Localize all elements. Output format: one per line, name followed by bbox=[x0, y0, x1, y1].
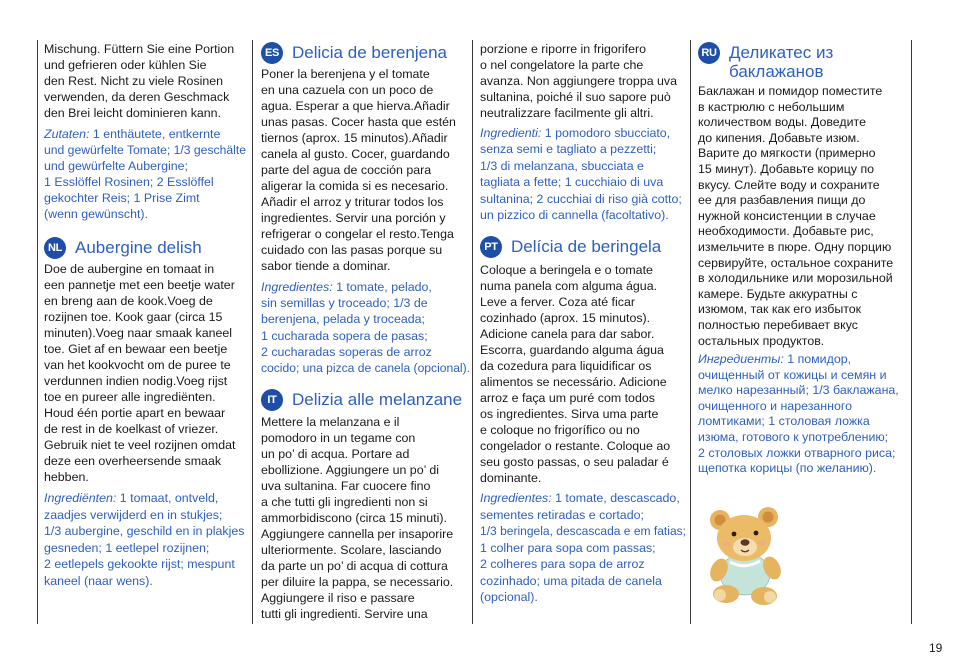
ingredients-line-text: kaneel (naar wens). bbox=[44, 573, 153, 588]
de-continued-body bbox=[44, 41, 246, 121]
ru-body bbox=[698, 84, 908, 349]
ru-recipe-title-line-1: Деликатес из bbox=[729, 43, 834, 62]
pt-ingredients bbox=[480, 490, 686, 606]
body-text-line-text: tutti gli ingredienti. Servire una bbox=[261, 607, 428, 621]
body-text-line bbox=[261, 478, 470, 494]
body-text-line-text: Doe de aubergine en tomaat in bbox=[44, 262, 215, 276]
body-text-line bbox=[44, 277, 246, 293]
ingredients-line bbox=[44, 540, 246, 557]
body-text-line bbox=[44, 405, 246, 421]
body-text-line bbox=[44, 105, 246, 121]
body-text-line bbox=[698, 240, 908, 256]
ingredients-line bbox=[261, 360, 470, 376]
body-text-line-text: da cozedura para liquidificar os bbox=[480, 359, 652, 373]
body-text-line bbox=[261, 194, 470, 210]
ingredients-line bbox=[44, 126, 246, 142]
ingredients-line bbox=[698, 399, 908, 415]
ingredients-line bbox=[480, 191, 686, 207]
ingredients-line bbox=[44, 556, 246, 573]
body-text-line bbox=[44, 421, 246, 437]
ingredients-line-text: gesneden; 1 eetlepel rozijnen; bbox=[44, 540, 210, 555]
body-text-line bbox=[480, 41, 686, 57]
body-text-line bbox=[698, 271, 908, 287]
ingredients-line bbox=[480, 125, 686, 141]
body-text-line-text: numa panela com alguma água. bbox=[480, 279, 658, 293]
ingredients-line-text: 1 помидор, bbox=[787, 352, 852, 366]
pt-body bbox=[480, 262, 686, 486]
ingredients-line-text: berenjena, pelada y troceada; bbox=[261, 312, 425, 327]
column-rule-3-4 bbox=[690, 40, 691, 624]
ingredients-line bbox=[480, 158, 686, 174]
body-text-line bbox=[698, 318, 908, 334]
body-text-line bbox=[261, 558, 470, 574]
body-text-line-text: Mettere la melanzana e il bbox=[261, 415, 400, 429]
ingredients-line-text: 1 pomodoro sbucciato, bbox=[544, 126, 671, 140]
nl-ingredients bbox=[44, 490, 246, 590]
body-text-line bbox=[261, 130, 470, 146]
body-text-line-text: в кастрюлю с небольшим bbox=[698, 99, 845, 114]
body-text-line-text: per diluire la pappa, se necessario. bbox=[261, 575, 454, 589]
column-rule-right bbox=[911, 40, 912, 624]
ingredients-line-text: мелко нарезанный; 1/3 баклажана, bbox=[698, 383, 899, 398]
body-text-line-text: Aggiungere cannella per insaporire bbox=[261, 527, 454, 541]
body-text-line-text: deze een overheersende smaak bbox=[44, 454, 222, 468]
body-text-line-text: e coloque no frigorífico ou no bbox=[480, 423, 640, 437]
bear-head bbox=[717, 515, 771, 561]
ingredients-line bbox=[480, 589, 686, 606]
body-text-line-text: ammorbidiscono (circa 15 minuti). bbox=[261, 511, 447, 525]
body-text-line-text: toe. Giet af en bewaar een beetje bbox=[44, 342, 228, 356]
body-text-line-text: sabor tiende a dominar. bbox=[261, 259, 391, 273]
ingredients-line-text: sin semillas y troceado; 1/3 de bbox=[261, 296, 428, 311]
ru-ingredients bbox=[698, 352, 908, 477]
body-text-line-text: до кипения. Добавьте изюм. bbox=[698, 130, 860, 145]
body-text-line-text: refrigerar o congelar el resto.Tenga bbox=[261, 227, 454, 241]
body-text-line bbox=[261, 414, 470, 430]
body-text-line bbox=[44, 437, 246, 453]
body-text-line-text: canela al gusto. Cocer, guardando bbox=[261, 147, 450, 161]
body-text-line-text: Coloque a beringela e o tomate bbox=[480, 263, 653, 277]
body-text-line-text: den Brei leicht dominieren kann. bbox=[44, 106, 222, 120]
nl-recipe-heading bbox=[44, 237, 246, 259]
ingredients-line-text: 1/3 beringela, descascada e em fatias; bbox=[480, 524, 686, 538]
body-text-line bbox=[480, 358, 686, 374]
body-text-line-text: den Rest. Nicht zu viele Rosinen bbox=[44, 74, 224, 88]
body-text-line bbox=[480, 89, 686, 105]
body-text-line-text: ulteriormente. Scolare, lasciando bbox=[261, 543, 442, 557]
body-text-line-text: verwenden, da deren Geschmack bbox=[44, 90, 230, 104]
ingredients-line-text: 2 colheres para sopa de arroz bbox=[480, 557, 645, 571]
es-recipe-heading bbox=[261, 42, 470, 64]
it-continued-body bbox=[480, 41, 686, 121]
body-text-line bbox=[44, 357, 246, 373]
body-text-line bbox=[480, 470, 686, 486]
ingredients-line bbox=[261, 328, 470, 344]
body-text-line-text: verdunnen indien nodig.Voeg rijst bbox=[44, 374, 228, 388]
body-text-line bbox=[261, 462, 470, 478]
body-text-line bbox=[44, 341, 246, 357]
ru-language-badge: RU bbox=[698, 42, 720, 64]
body-text-line-text: sultanina, poiché il suo sapore può bbox=[480, 90, 671, 104]
body-text-line bbox=[44, 309, 246, 325]
it-body bbox=[261, 414, 470, 622]
body-text-line bbox=[44, 373, 246, 389]
body-text-line bbox=[480, 454, 686, 470]
ingredients-line bbox=[261, 344, 470, 360]
ingredients-line bbox=[44, 206, 246, 222]
de-ingredients bbox=[44, 126, 246, 222]
body-text-line-text: hebben. bbox=[44, 470, 89, 484]
body-text-line-text: Poner la berenjena y el tomate bbox=[261, 67, 430, 81]
ru-recipe-title-line-2: баклажанов bbox=[729, 62, 824, 81]
body-text-line-text: dominante. bbox=[480, 471, 542, 485]
body-text-line bbox=[698, 84, 908, 100]
ingredients-line bbox=[480, 556, 686, 573]
body-text-line-text: Mischung. Füttern Sie eine Portion bbox=[44, 42, 235, 56]
ingredients-line-text: sultanina; 2 cucchiai di riso già cotto; bbox=[480, 191, 682, 206]
ingredients-line bbox=[698, 368, 908, 384]
ingredients-line bbox=[698, 430, 908, 446]
ingredients-line bbox=[698, 414, 908, 430]
ingredients-line-text: cocido; una pizca de canela (opcional). bbox=[261, 360, 470, 375]
body-text-line bbox=[698, 178, 908, 194]
body-text-line bbox=[480, 310, 686, 326]
ingredients-line-text: cozinhado; uma pitada de canela bbox=[480, 573, 662, 588]
body-text-line bbox=[480, 390, 686, 406]
body-text-line bbox=[261, 242, 470, 258]
body-text-line bbox=[480, 105, 686, 121]
es-body bbox=[261, 66, 470, 274]
ingredients-line-text: 1/3 di melanzana, sbucciata e bbox=[480, 158, 644, 173]
ingredients-line bbox=[480, 174, 686, 190]
body-text-line bbox=[698, 131, 908, 147]
body-text-line-text: Leve a ferver. Coza até ficar bbox=[480, 295, 635, 309]
body-text-line bbox=[480, 262, 686, 278]
ingredients-line-text: 2 eetlepels gekookte rijst; mespunt bbox=[44, 557, 235, 572]
body-text-line bbox=[480, 438, 686, 454]
ingredients-line bbox=[44, 523, 246, 540]
body-text-line bbox=[698, 100, 908, 116]
body-text-line bbox=[698, 287, 908, 303]
body-text-line bbox=[480, 278, 686, 294]
es-recipe-title: Delicia de berenjena bbox=[292, 43, 447, 62]
body-text-line bbox=[261, 590, 470, 606]
body-text-line-text: minuten).Voeg naar smaak kaneel bbox=[44, 326, 233, 340]
body-text-line bbox=[261, 446, 470, 462]
body-text-line-text: da parte un po’ di acqua di cottura bbox=[261, 559, 448, 573]
body-text-line bbox=[480, 342, 686, 358]
ingredients-line-text: un pizzico di cannella (facoltativo). bbox=[480, 207, 669, 222]
body-text-line-text: ingredientes. Servir una porción y bbox=[261, 211, 446, 225]
page-number: 19 bbox=[929, 641, 943, 655]
body-text-line bbox=[698, 209, 908, 225]
body-text-line-text: o nel congelatore la parte che bbox=[480, 58, 644, 72]
body-text-line-text: tiernos (aprox. 15 minutos).Añadir bbox=[261, 131, 448, 145]
body-text-line bbox=[44, 41, 246, 57]
es-language-badge: ES bbox=[261, 42, 283, 64]
ingredients-label: Zutaten: bbox=[44, 127, 90, 141]
ingredients-line-text: 2 cucharadas soperas de arroz bbox=[261, 344, 432, 359]
ingredients-label: Ingredientes: bbox=[480, 491, 552, 505]
body-text-line-text: arroz e faça um puré com todos bbox=[480, 391, 655, 405]
ingredients-line-text: очищенный от кожицы и семян и bbox=[698, 367, 887, 382]
body-text-line-text: Варите до мягкости (примерно bbox=[698, 146, 876, 161]
body-text-line-text: Баклажан и помидор поместите bbox=[698, 84, 883, 98]
es-ingredients bbox=[261, 279, 470, 376]
ingredients-line bbox=[698, 461, 908, 477]
ru-recipe-heading bbox=[698, 42, 908, 84]
ingredients-line-text: senza semi e tagliato a pezzetti; bbox=[480, 142, 657, 157]
ingredients-line-text: und gewürfelte Aubergine; bbox=[44, 159, 188, 173]
body-text-line bbox=[480, 294, 686, 310]
body-text-line-text: en breng aan de kook.Voeg de bbox=[44, 294, 213, 308]
body-text-line-text: необходимости. Добавьте рис, bbox=[698, 224, 874, 239]
body-text-line-text: unas pasas. Cocer hasta que estén bbox=[261, 115, 456, 129]
ingredients-line-text: 1 enthäutete, entkernte bbox=[92, 127, 221, 141]
body-text-line-text: Añadir el arroz y triturar todos los bbox=[261, 195, 444, 209]
body-text-line-text: Adicione canela para dar sabor. bbox=[480, 327, 655, 341]
body-text-line bbox=[44, 89, 246, 105]
body-text-line bbox=[480, 422, 686, 438]
teddy-bear-illustration bbox=[700, 504, 792, 606]
body-text-line bbox=[698, 146, 908, 162]
pt-recipe-heading bbox=[480, 236, 686, 258]
ingredients-line-text: 1 tomate, descascado, bbox=[555, 491, 680, 505]
body-text-line-text: porzione e riporre in frigorifero bbox=[480, 42, 646, 56]
body-text-line bbox=[261, 114, 470, 130]
ingredients-line-text: (opcional). bbox=[480, 590, 538, 604]
body-text-line bbox=[44, 325, 246, 341]
ingredients-line bbox=[261, 279, 470, 295]
body-text-line bbox=[480, 326, 686, 342]
body-text-line bbox=[44, 261, 246, 277]
ingredients-line-text: изюма, готового к употреблению; bbox=[698, 429, 889, 444]
body-text-line-text: avanza. Non aggiungere troppa uva bbox=[480, 74, 678, 88]
ingredients-line bbox=[698, 352, 908, 368]
body-text-line bbox=[480, 57, 686, 73]
body-text-line-text: Escorra, guardando alguma água bbox=[480, 343, 664, 357]
body-text-line-text: вкусу. Слейте воду и сохраните bbox=[698, 177, 880, 192]
body-text-line bbox=[261, 162, 470, 178]
ingredients-line bbox=[44, 174, 246, 190]
body-text-line bbox=[44, 389, 246, 405]
body-text-line-text: und gefrieren oder kühlen Sie bbox=[44, 58, 207, 72]
body-text-line-text: cuidado con las pasas porque su bbox=[261, 243, 443, 257]
body-text-line bbox=[44, 293, 246, 309]
body-text-line bbox=[261, 66, 470, 82]
ingredients-line bbox=[480, 141, 686, 157]
nl-recipe-title: Aubergine delish bbox=[75, 238, 202, 257]
body-text-line bbox=[261, 226, 470, 242]
ingredients-line-text: ломтиками; 1 столовая ложка bbox=[698, 414, 870, 429]
ingredients-line bbox=[480, 207, 686, 223]
ingredients-line-text: 2 столовых ложки отварного риса; bbox=[698, 445, 896, 460]
body-text-line-text: изюмом, так как его избыток bbox=[698, 302, 862, 317]
body-text-line-text: een pannetje met een beetje water bbox=[44, 278, 235, 292]
body-text-line-text: alimentos se necessário. Adicione bbox=[480, 375, 667, 389]
ingredients-line bbox=[261, 295, 470, 311]
ingredients-line-text: 1 cucharada sopera de pasas; bbox=[261, 328, 428, 343]
ingredients-line-text: zaadjes verwijderd en in stukjes; bbox=[44, 507, 223, 522]
body-text-line-text: сервируйте, остальное сохраните bbox=[698, 255, 894, 270]
column-rule-left bbox=[37, 40, 38, 624]
body-text-line-text: в холодильнике или морозильной bbox=[698, 271, 893, 286]
body-text-line bbox=[261, 574, 470, 590]
body-text-line-text: cozinhado (aprox. 15 minutos). bbox=[480, 311, 651, 325]
body-text-line bbox=[698, 162, 908, 178]
pt-language-badge: PT bbox=[480, 236, 502, 258]
body-text-line bbox=[261, 98, 470, 114]
body-text-line bbox=[261, 526, 470, 542]
body-text-line-text: остальных продуктов. bbox=[698, 333, 825, 348]
ingredients-line-text: 1 tomate, pelado, bbox=[336, 280, 432, 294]
body-text-line bbox=[261, 146, 470, 162]
body-text-line-text: полностью перебивает вкус bbox=[698, 317, 858, 332]
body-text-line bbox=[261, 606, 470, 622]
body-text-line-text: количеством воды. Доведите bbox=[698, 115, 866, 130]
body-text-line bbox=[44, 73, 246, 89]
body-text-line bbox=[698, 256, 908, 272]
body-text-line-text: agua. Esperar a que hierva.Añadir bbox=[261, 99, 450, 113]
ingredients-line bbox=[261, 311, 470, 327]
body-text-line-text: aligerar la comida si es necesario. bbox=[261, 179, 449, 193]
body-text-line bbox=[480, 406, 686, 422]
ingredients-line bbox=[480, 507, 686, 524]
column-rule-1-2 bbox=[252, 40, 253, 624]
body-text-line-text: parte del agua de cocción para bbox=[261, 163, 432, 177]
nl-body bbox=[44, 261, 246, 485]
body-text-line-text: seu gosto passas, o seu paladar é bbox=[480, 455, 669, 469]
ingredients-line bbox=[44, 158, 246, 174]
ingredients-line bbox=[480, 523, 686, 540]
ingredients-label: Ingredientes: bbox=[261, 280, 333, 294]
ingredients-line-text: gekochter Reis; 1 Prise Zimt bbox=[44, 191, 200, 205]
body-text-line-text: pomodoro in un tegame con bbox=[261, 431, 416, 445]
body-text-line bbox=[480, 374, 686, 390]
ingredients-line bbox=[44, 490, 246, 507]
body-text-line bbox=[44, 469, 246, 485]
it-recipe-title: Delizia alle melanzane bbox=[292, 390, 463, 409]
body-text-line bbox=[261, 510, 470, 526]
body-text-line bbox=[698, 193, 908, 209]
body-text-line-text: Aggiungere il riso e passare bbox=[261, 591, 415, 605]
ingredients-line-text: 1 Esslöffel Rosinen; 2 Esslöffel bbox=[44, 175, 214, 189]
body-text-line bbox=[261, 210, 470, 226]
ingredients-line bbox=[44, 573, 246, 590]
body-text-line bbox=[261, 430, 470, 446]
column-rule-2-3 bbox=[472, 40, 473, 624]
ingredients-line bbox=[44, 190, 246, 206]
body-text-line bbox=[261, 494, 470, 510]
ingredients-line bbox=[44, 142, 246, 158]
body-text-line-text: congelador o restante. Coloque ao bbox=[480, 439, 671, 453]
ingredients-line bbox=[698, 383, 908, 399]
ingredients-line bbox=[698, 446, 908, 462]
ingredients-line-text: und gewürfelte Tomate; 1/3 geschälte bbox=[44, 143, 246, 157]
ingredients-line-text: (wenn gewünscht). bbox=[44, 207, 148, 221]
body-text-line-text: камере. Будьте аккуратны с bbox=[698, 286, 858, 301]
body-text-line-text: Gebruik niet te veel rozijnen omdat bbox=[44, 438, 236, 452]
body-text-line-text: toe en pureer alle ingrediënten. bbox=[44, 390, 216, 404]
ingredients-line-text: 1 colher para sopa com passas; bbox=[480, 540, 656, 555]
body-text-line-text: нужной консистенции в случае bbox=[698, 208, 876, 223]
body-text-line bbox=[44, 57, 246, 73]
body-text-line bbox=[698, 334, 908, 350]
ingredients-line bbox=[44, 507, 246, 524]
nl-language-badge: NL bbox=[44, 237, 66, 259]
body-text-line bbox=[44, 453, 246, 469]
body-text-line bbox=[261, 82, 470, 98]
ingredients-line-text: sementes retiradas e cortado; bbox=[480, 507, 644, 522]
it-ingredients bbox=[480, 125, 686, 223]
body-text-line-text: ebollizione. Aggiungere un po’ di bbox=[261, 463, 439, 477]
ingredients-label: Ingredienti: bbox=[480, 126, 542, 140]
ingredients-line-text: tagliata a fette; 1 cucchiaio di uva bbox=[480, 175, 664, 190]
body-text-line-text: os ingredientes. Sirva uma parte bbox=[480, 407, 659, 421]
it-recipe-heading bbox=[261, 389, 470, 411]
body-text-line bbox=[480, 73, 686, 89]
body-text-line-text: uva sultanina. Far cuocere fino bbox=[261, 479, 431, 493]
body-text-line-text: ее для разбавления пищи до bbox=[698, 193, 866, 208]
ingredients-label: Ingrediënten: bbox=[44, 491, 117, 505]
body-text-line bbox=[261, 258, 470, 274]
body-text-line bbox=[261, 542, 470, 558]
ingredients-line bbox=[480, 540, 686, 557]
ingredients-line-text: щепотка корицы (по желанию). bbox=[698, 461, 877, 476]
ingredients-line-text: 1 tomaat, ontveld, bbox=[119, 491, 219, 505]
body-text-line-text: de rest in de koelkast of vriezer. bbox=[44, 422, 219, 436]
ingredients-label: Ингредиенты: bbox=[698, 352, 784, 366]
body-text-line-text: 15 минут). Добавьте корицу по bbox=[698, 161, 875, 176]
body-text-line-text: a che tutti gli ingredienti non si bbox=[261, 495, 428, 509]
body-text-line bbox=[261, 178, 470, 194]
pt-recipe-title: Delícia de beringela bbox=[511, 237, 662, 256]
ingredients-line-text: очищенного и нарезанного bbox=[698, 398, 852, 413]
body-text-line bbox=[698, 115, 908, 131]
body-text-line-text: rozijnen toe. Kook gaar (circa 15 bbox=[44, 310, 223, 324]
body-text-line-text: neutralizzare facilmente gli altri. bbox=[480, 106, 654, 120]
body-text-line bbox=[698, 224, 908, 240]
body-text-line-text: van het kookvocht om de puree te bbox=[44, 358, 231, 372]
body-text-line-text: Houd één portie apart en bewaar bbox=[44, 406, 226, 420]
it-language-badge: IT bbox=[261, 389, 283, 411]
body-text-line-text: un po’ di acqua. Portare ad bbox=[261, 447, 410, 461]
body-text-line-text: измельчите в пюре. Одну порцию bbox=[698, 239, 892, 254]
ingredients-line bbox=[480, 573, 686, 590]
ingredients-line bbox=[480, 490, 686, 507]
ingredients-line-text: 1/3 aubergine, geschild en in plakjes bbox=[44, 524, 245, 539]
body-text-line bbox=[698, 302, 908, 318]
body-text-line-text: en una cazuela con un poco de bbox=[261, 83, 434, 97]
